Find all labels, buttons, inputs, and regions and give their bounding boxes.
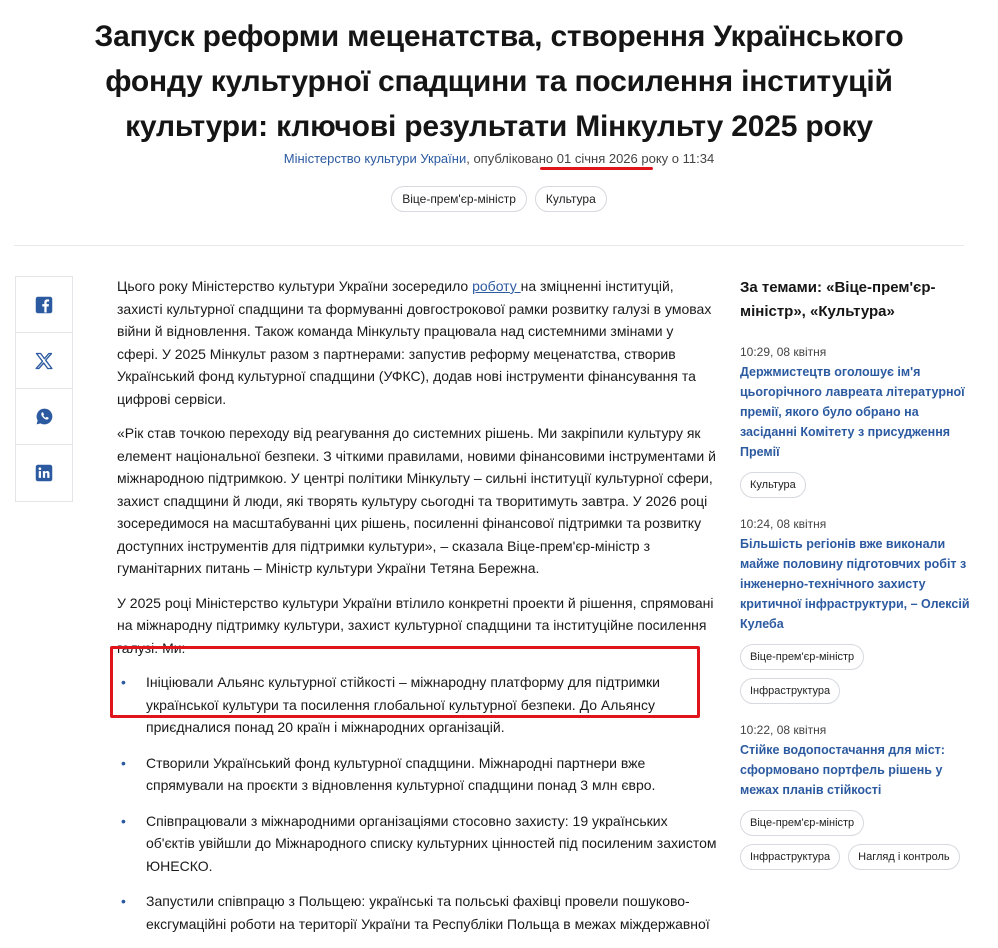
tag-culture[interactable]: Культура	[535, 186, 607, 212]
article-body	[117, 275, 717, 948]
work-link[interactable]: роботу	[472, 278, 521, 294]
share-facebook-button[interactable]	[16, 277, 72, 333]
published-prefix: , опубліковано	[466, 151, 557, 166]
paragraph-intro: Цього року Міністерство культури України зосередило роботу на зміцненні інституцій, захисті культурної спадщини та формуванні довгострокової рамки розвитку галузі в умовах війни й відновлення. Також команда Мінкульту працювала над системними змінами у сфері. У 2025 Мінкульт разом з партнерами: запустив реформу меценатства, створив Український фонд культурної спадщини (УФКС), додав нові інструменти фінансування та цифрові сервіси.	[117, 278, 712, 407]
article-meta	[0, 151, 998, 166]
article-tags	[0, 186, 998, 212]
news-headline-link[interactable]: Держмистецтв оголошує ім'я цьогорічного лавреата літературної премії, якого було обрано на засіданні Комітету з присудження Премії	[740, 365, 965, 459]
bullet-marker: •	[121, 674, 126, 690]
share-x-button[interactable]	[16, 333, 72, 389]
divider	[14, 245, 964, 246]
news-item	[740, 516, 970, 704]
news-time: 10:24, 08 квітня	[740, 517, 827, 531]
tag-vice-prime-minister[interactable]: Віце-прем'єр-міністр	[740, 810, 864, 836]
share-panel	[15, 276, 73, 502]
news-headline-link[interactable]: Більшість регіонів вже виконали майже половину підготовчих робіт з інженерно-технічного захисту критичної інфраструктури, – Олексій Кулеба	[740, 537, 970, 631]
tag-infrastructure[interactable]: Інфраструктура	[740, 678, 840, 704]
news-time: 10:29, 08 квітня	[740, 345, 827, 359]
tag-vice-prime-minister[interactable]: Віце-прем'єр-міністр	[740, 644, 864, 670]
bullet-marker: •	[121, 754, 126, 771]
share-whatsapp-button[interactable]	[16, 389, 72, 445]
related-news-sidebar	[740, 276, 970, 888]
tag-oversight-and-control[interactable]: Нагляд і контроль	[848, 844, 960, 870]
time-prefix: о	[668, 151, 683, 166]
news-tags	[740, 644, 970, 704]
bullet-marker: •	[121, 893, 126, 909]
x-icon	[34, 351, 54, 371]
sidebar-heading: За темами: «Віце-прем'єр-міністр», «Культура»	[740, 279, 936, 320]
list-item: • Ініціювали Альянс культурної стійкості – міжнародну платформу для підтримки української культури та посилення глобальної культурної безпеки. До Альянсу приєдналися понад 20 країн і міжнародних організацій.	[117, 671, 717, 739]
news-headline-link[interactable]: Стійке водопостачання для міст: сформовано портфель рішень у межах планів стійкості	[740, 743, 945, 797]
news-tags	[740, 810, 970, 870]
paragraph-quote: «Рік став точкою переходу від реагування до системних рішень. Ми закріпили культуру як елемент національної безпеки. З чіткими правилами, новими фінансовими інструментами й міжнародною підтримкою. У центрі політики Мінкульту – сильні інституції культурної сфери, захист спадщини й люди, які творять культуру сьогодні та творитимуть завтра. У 2026 році зосередимося на масштабуванні цих рішень, посиленні фінансової підтримки та розвитку доступних інструментів для підтримки культури», – сказала Віце-прем'єр-міністр з гуманітарних питань – Міністр культури України Тетяна Бережна.	[117, 425, 716, 576]
highlight-box-annotation	[110, 646, 700, 718]
news-tags	[740, 472, 970, 498]
news-item	[740, 344, 970, 498]
author-link[interactable]: Міністерство культури України	[283, 151, 467, 166]
article-title: Запуск реформи меценатства, створення Українського фонду культурної спадщини та посилення інституцій культури: ключові результати Мінкульту 2025 року	[94, 20, 904, 143]
linkedin-icon	[35, 464, 53, 482]
news-item	[740, 722, 970, 870]
news-time: 10:22, 08 квітня	[740, 723, 827, 737]
tag-infrastructure[interactable]: Інфраструктура	[740, 844, 840, 870]
paragraph-results-intro: У 2025 році Міністерство культури України втілило конкретні проекти й рішення, спрямовані на міжнародну підтримку культури, захист культурної спадщини та інституційне посилення галузі. Ми:	[117, 594, 714, 656]
bullet-marker: •	[121, 812, 126, 829]
publish-time: 11:34	[682, 151, 715, 166]
facebook-icon	[35, 296, 53, 314]
date-underline-annotation	[540, 167, 653, 170]
tag-culture[interactable]: Культура	[740, 472, 806, 498]
share-linkedin-button[interactable]	[16, 445, 72, 501]
list-item: • Співпрацювали з міжнародними організаціями стосовно захисту: 19 українських об'єктів увійшли до Міжнародного списку культурних цінностей під посиленим захистом ЮНЕСКО.	[117, 810, 717, 878]
list-item: • Створили Український фонд культурної спадщини. Міжнародні партнери вже спрямували на проєкти з відновлення культурної спадщини понад 3 млн євро.	[117, 752, 717, 797]
tag-vice-prime-minister[interactable]: Віце-прем'єр-міністр	[391, 186, 527, 212]
publish-date: 01 січня 2026 року	[556, 151, 669, 166]
whatsapp-icon	[35, 407, 54, 426]
list-item: • Запустили співпрацю з Польщею: українські та польські фахівці провели пошуково-ексгумаційні роботи на території України та Республіки Польща в межах міждержавної	[117, 890, 717, 935]
